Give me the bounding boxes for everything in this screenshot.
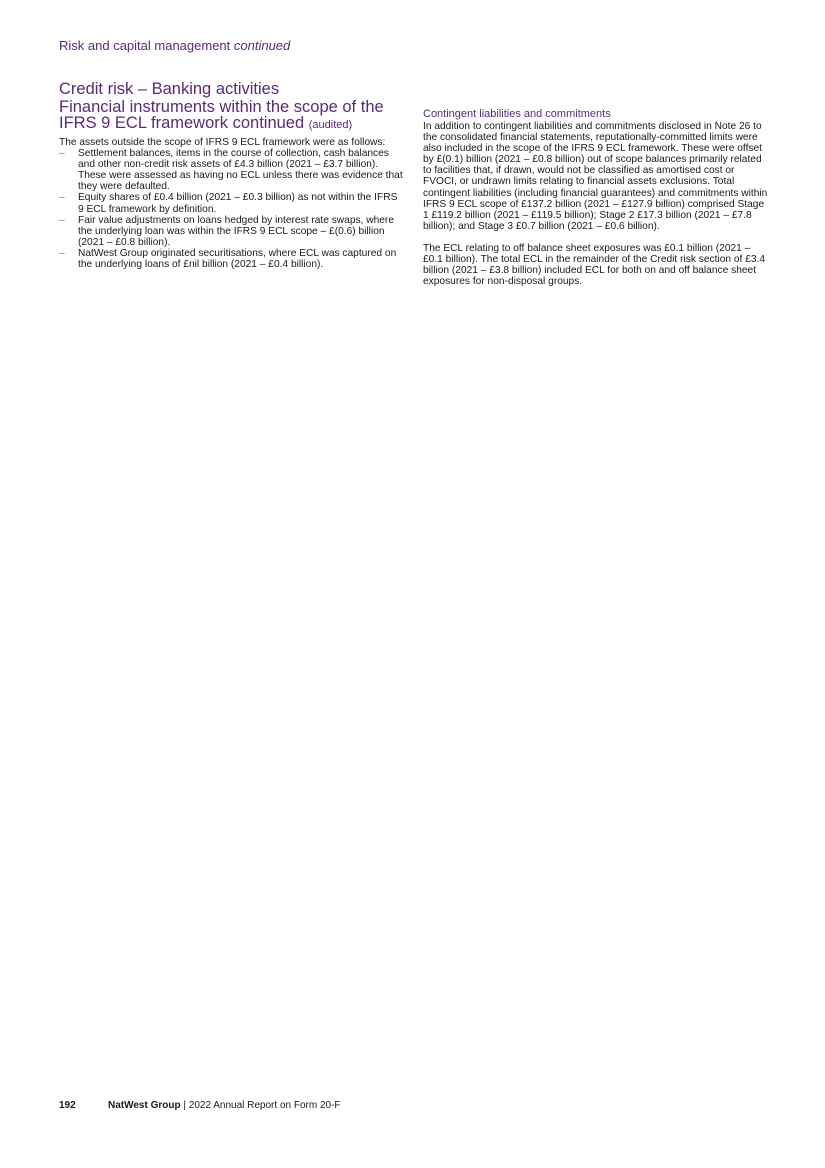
intro-paragraph: The assets outside the scope of IFRS 9 ECL framework were as follows: (59, 137, 386, 148)
section-subtitle (59, 99, 404, 133)
audited-label: (audited) (308, 119, 353, 131)
report-title: | 2022 Annual Report on Form 20-F (180, 1100, 341, 1111)
page-footer (59, 1100, 341, 1111)
list-item: – Equity shares of £0.4 billion (2021 – £0.3 billion) as not within the IFRS 9 ECL framework by definition. (59, 192, 404, 214)
running-header (59, 38, 290, 53)
subtitle-text: Financial instruments within the scope of the IFRS 9 ECL framework continued (59, 98, 384, 132)
section-name: Risk and capital management (59, 38, 231, 53)
contingent-liabilities-paragraph: In addition to contingent liabilities and commitments disclosed in Note 26 to the consolidated financial statements, reputationally-committed limits were also included in the scope of the IFRS 9 ECL framework. These were offset by £(0.1) billion (2021 – £0.8 billion) out of scope balances primarily related to facilities that, if drawn, would not be classified as amortised cost or FVOCI, or undrawn limits relating to financial assets exclusions. Total contingent liabilities (including financial guarantees) and commitments within IFRS 9 ECL scope of £137.2 billion (2021 – £127.9 billion) comprised Stage 1 £119.2 billion (2021 – £119.5 billion); Stage 2 £17.3 billion (2021 – £7.8 billion); and Stage 3 £0.7 billion (2021 – £0.6 billion). (423, 121, 768, 232)
brand-name: NatWest Group (108, 1100, 181, 1111)
out-of-scope-list (59, 148, 404, 270)
page-number: 192 (59, 1100, 76, 1111)
left-column (59, 80, 404, 270)
list-item: – NatWest Group originated securitisations, where ECL was captured on the underlying loans of £nil billion (2021 – £0.4 billion). (59, 248, 404, 270)
continued-label: continued (233, 38, 291, 53)
off-balance-sheet-paragraph: The ECL relating to off balance sheet exposures was £0.1 billion (2021 – £0.1 billion). The total ECL in the remainder of the Credit risk section of £3.4 billion (2021 – £3.8 billion) included ECL for both on and off balance sheet exposures for non-disposal groups. (423, 242, 766, 288)
section-title: Credit risk – Banking activities (59, 80, 280, 98)
right-column (423, 108, 768, 287)
list-item: – Settlement balances, items in the course of collection, cash balances and other non-credit risk assets of £4.3 billion (2021 – £3.7 billion). These were assessed as having no ECL unless there was evidence that they were defaulted. (59, 148, 404, 192)
list-item: – Fair value adjustments on loans hedged by interest rate swaps, where the underlying loan was within the IFRS 9 ECL scope – £(0.6) billion (2021 – £0.8 billion). (59, 215, 404, 248)
contingent-liabilities-heading: Contingent liabilities and commitments (423, 108, 611, 120)
